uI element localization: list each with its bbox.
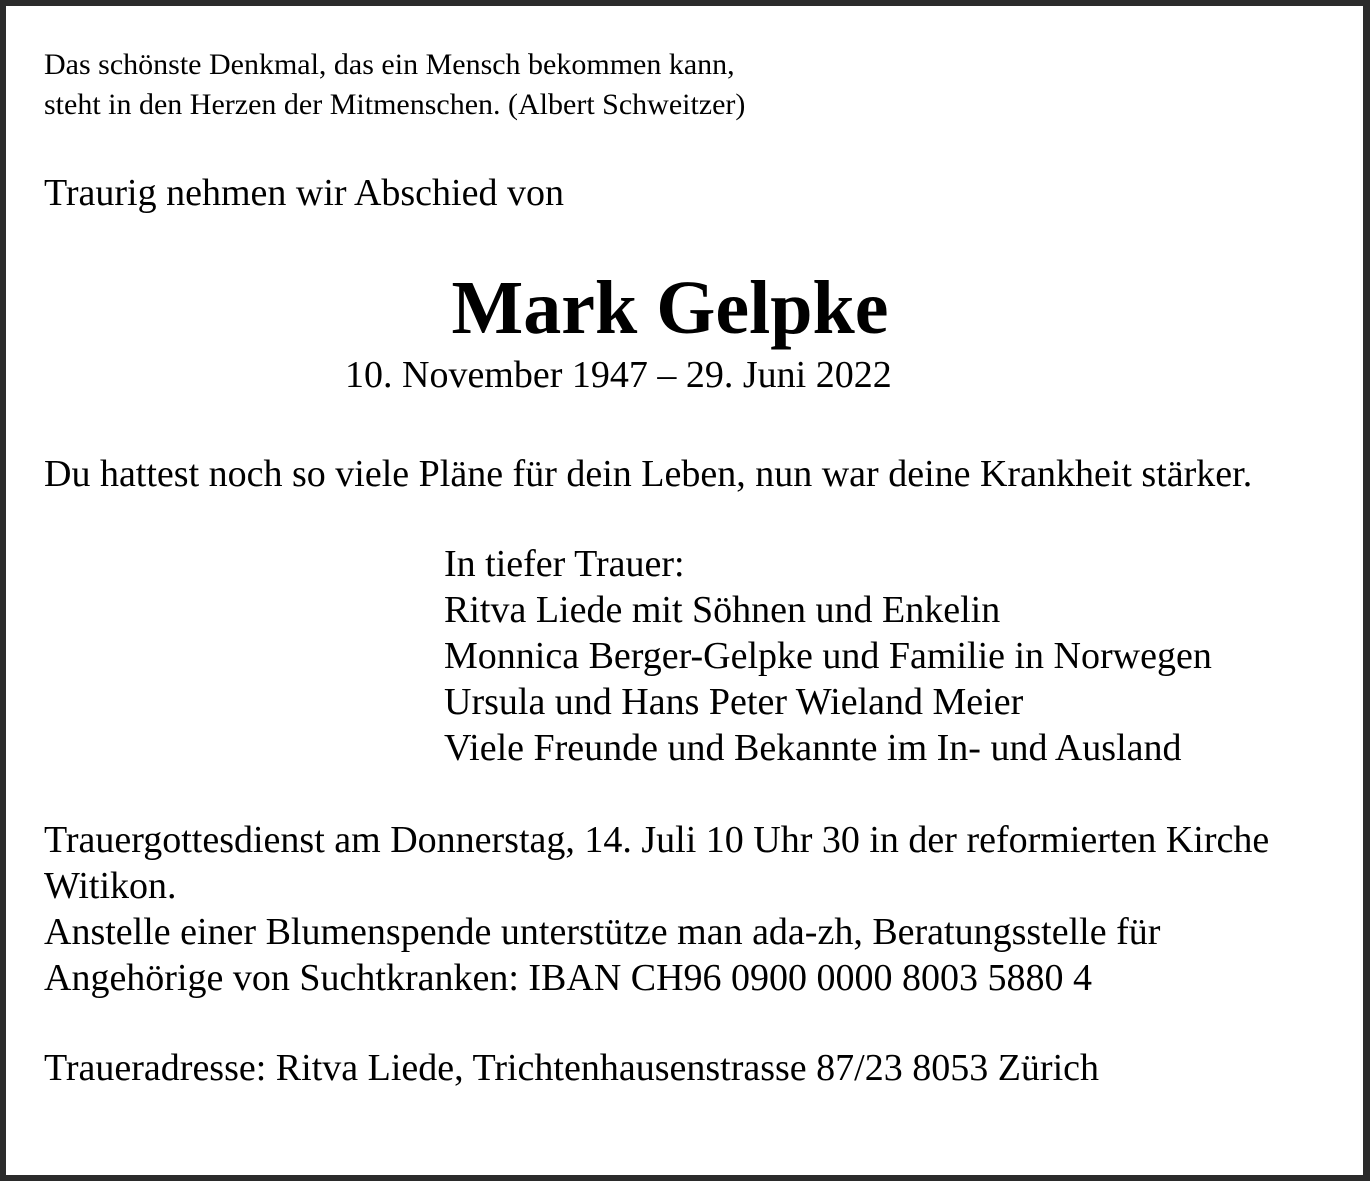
service-line-2: Witikon. (44, 865, 177, 907)
mourner-name: Ritva Liede mit Söhnen und Enkelin (444, 589, 1001, 631)
intro-text: Traurig nehmen wir Abschied von (44, 172, 564, 214)
quote-line-2: steht in den Herzen der Mitmenschen. (Albert Schweitzer) (44, 88, 746, 121)
quote-line-1: Das schönste Denkmal, das ein Mensch bekommen kann, (44, 48, 735, 81)
donation-line-1: Anstelle einer Blumenspende unterstütze man ada-zh, Beratungsstelle für (44, 911, 1161, 953)
mourner-name: Ursula und Hans Peter Wieland Meier (444, 681, 1024, 723)
mourners-heading: In tiefer Trauer: (444, 543, 685, 585)
mourning-address: Traueradresse: Ritva Liede, Trichtenhausenstrasse 87/23 8053 Zürich (44, 1047, 1100, 1089)
service-line-1: Trauergottesdienst am Donnerstag, 14. Juli 10 Uhr 30 in der reformierten Kirche (44, 819, 1270, 861)
farewell-message: Du hattest noch so viele Pläne für dein Leben, nun war deine Krankheit stärker. (44, 453, 1253, 495)
deceased-name: Mark Gelpke (451, 266, 889, 350)
donation-line-2: Angehörige von Suchtkranken: IBAN CH96 0900 0000 8003 5880 4 (44, 957, 1093, 999)
mourner-name: Monnica Berger-Gelpke und Familie in Norwegen (444, 635, 1212, 677)
mourner-name: Viele Freunde und Bekannte im In- und Ausland (444, 727, 1182, 769)
life-dates: 10. November 1947 – 29. Juni 2022 (345, 354, 892, 396)
